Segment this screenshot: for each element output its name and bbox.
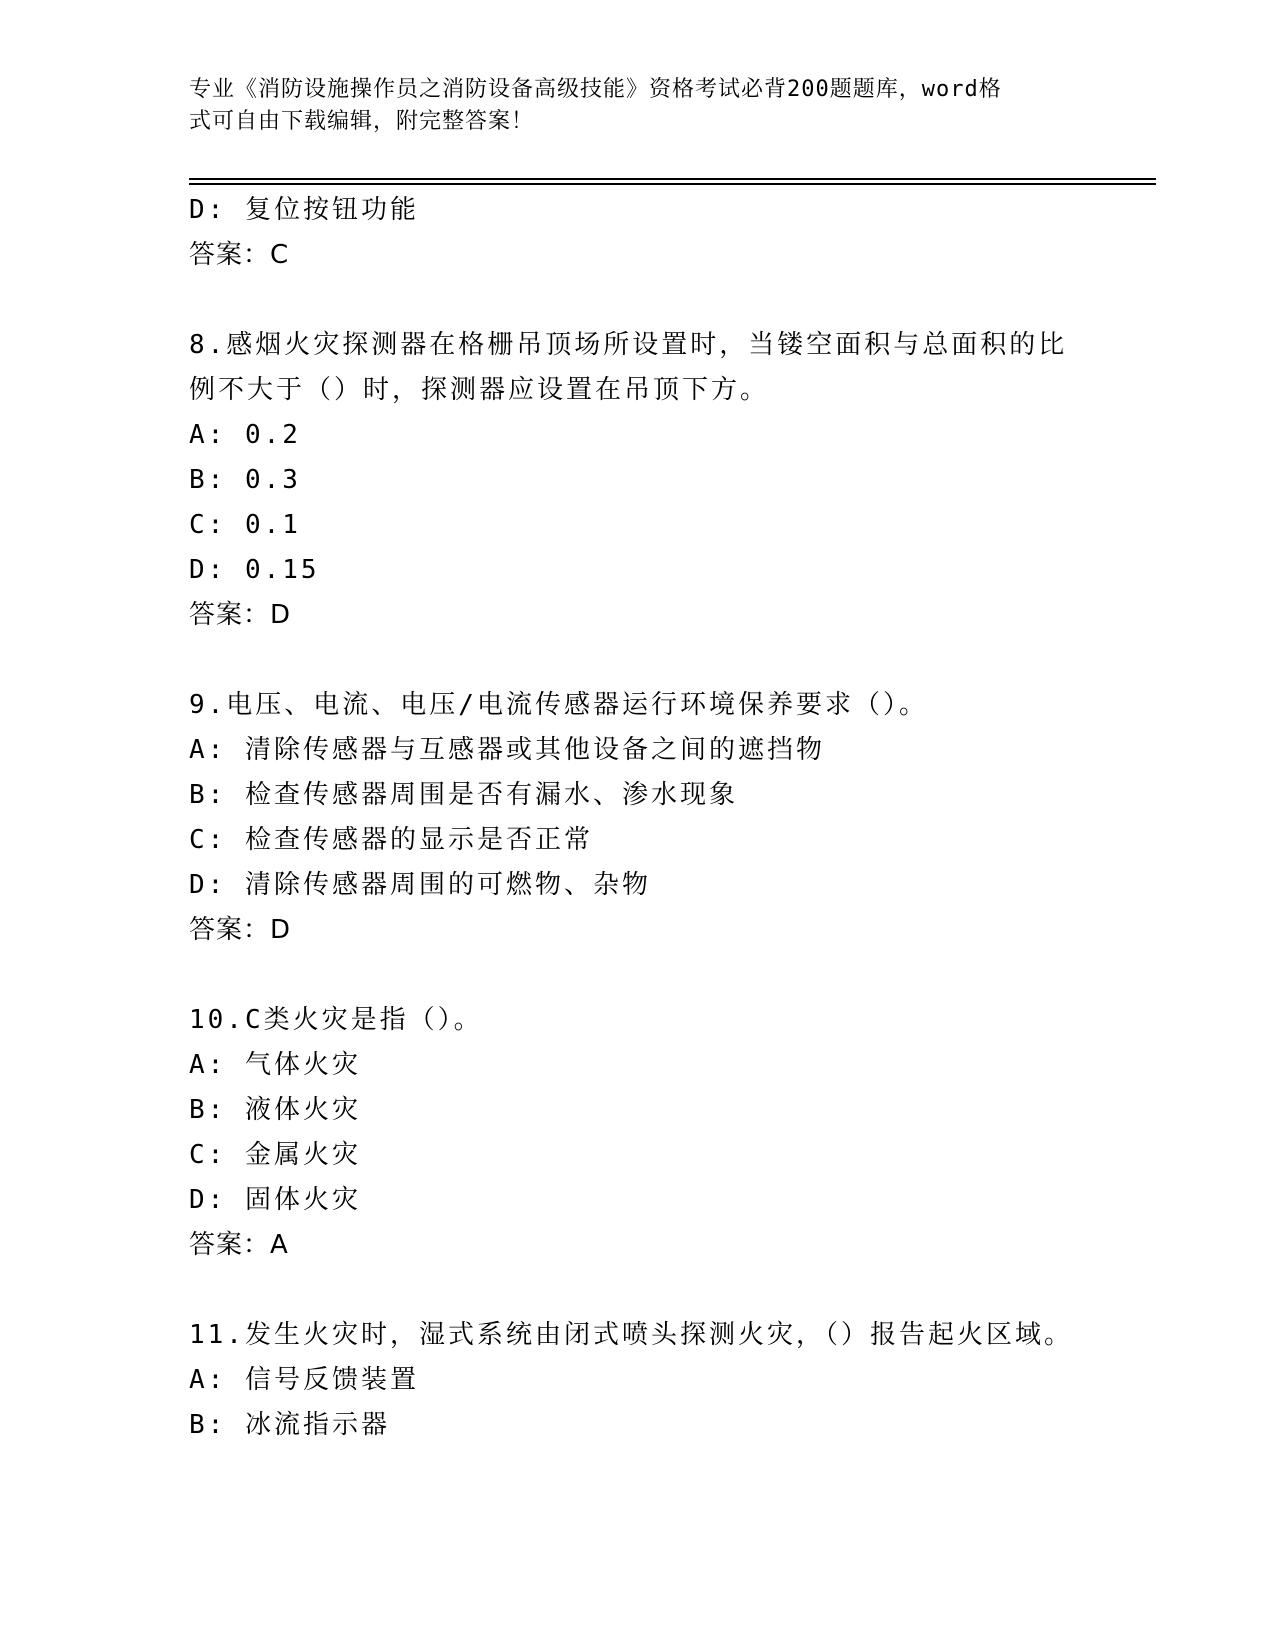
q8-option-d: D: 0.15 — [189, 555, 320, 585]
header-divider-bottom — [189, 183, 1156, 185]
q10-option-b: B: 液体火灾 — [189, 1095, 361, 1125]
q8-option-c: C: 0.1 — [189, 510, 301, 540]
q9-option-b: B: 检查传感器周围是否有漏水、渗水现象 — [189, 780, 738, 810]
header-line-2: 式可自由下载编辑，附完整答案！ — [189, 109, 535, 134]
q9-option-d: D: 清除传感器周围的可燃物、杂物 — [189, 870, 651, 900]
document-header — [189, 74, 1069, 138]
q8-stem-line-1: 8.感烟火灾探测器在格栅吊顶场所设置时，当镂空面积与总面积的比 — [189, 330, 1068, 360]
q10-option-a: A: 气体火灾 — [189, 1050, 361, 1080]
q11-option-a: A: 信号反馈装置 — [189, 1365, 419, 1395]
q10-option-d: D: 固体火灾 — [189, 1185, 361, 1215]
q10-stem: 10.C类火灾是指（）。 — [189, 1005, 483, 1035]
q9-option-a: A: 清除传感器与互感器或其他设备之间的遮挡物 — [189, 735, 825, 765]
header-line-1: 专业《消防设施操作员之消防设备高级技能》资格考试必背200题题库，word格 — [189, 77, 1002, 102]
q9-answer: 答案：D — [189, 915, 292, 945]
q7-answer: 答案：C — [189, 240, 290, 270]
q9-option-c: C: 检查传感器的显示是否正常 — [189, 825, 593, 855]
q11-stem: 11.发生火灾时，湿式系统由闭式喷头探测火灾，（）报告起火区域。 — [189, 1320, 1073, 1350]
header-divider-top — [189, 178, 1156, 180]
q10-option-c: C: 金属火灾 — [189, 1140, 361, 1170]
q8-answer: 答案：D — [189, 600, 292, 630]
q9-stem: 9.电压、电流、电压/电流传感器运行环境保养要求（）。 — [189, 690, 928, 720]
q8-option-a: A: 0.2 — [189, 420, 301, 450]
q8-stem-line-2: 例不大于（）时，探测器应设置在吊顶下方。 — [189, 375, 770, 405]
q7-option-d: D: 复位按钮功能 — [189, 195, 419, 225]
q8-option-b: B: 0.3 — [189, 465, 301, 495]
q10-answer: 答案：A — [189, 1230, 289, 1260]
q11-option-b: B: 冰流指示器 — [189, 1410, 390, 1440]
